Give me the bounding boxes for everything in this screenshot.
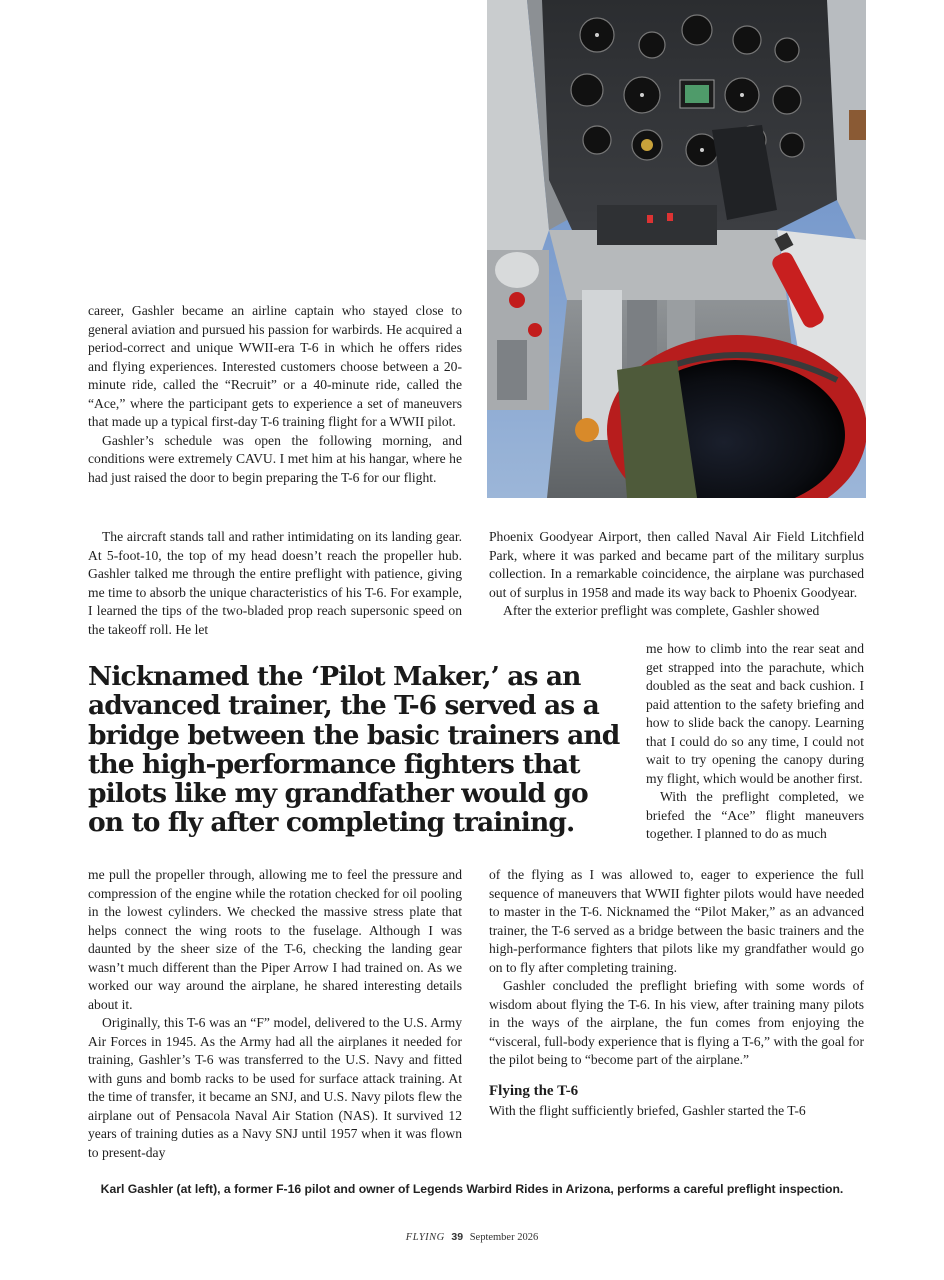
photo-caption: Karl Gashler (at left), a former F-16 pilot and owner of Legends Warbird Rides in Arizona, performs a careful preflight inspection. bbox=[100, 1182, 844, 1196]
body-column-mid-right bbox=[489, 528, 864, 621]
body-column-mid-left bbox=[88, 528, 462, 639]
paragraph: Phoenix Goodyear Airport, then called Naval Air Field Litchfield Park, where it was parked and became part of the military surplus collection. In a remarkable coincidence, the airplane was purchased out of surplus in 1958 and made its way back to Phoenix Goodyear. bbox=[489, 529, 864, 600]
paragraph: me pull the propeller through, allowing me to feel the pressure and compression of the engine while the rotation checked for oil pooling in the lowest cylinders. We checked the massive stress plate that helps connect the wing roots to the fuselage. Although I was daunted by the sheer size of the T-6, checking the landing gear wasn’t much different than the Piper Arrow I had trained on. As we worked our way around the airplane, he shared interesting details about it. bbox=[88, 867, 462, 1012]
page-number: 39 bbox=[451, 1231, 464, 1243]
paragraph: career, Gashler became an airline captain who stayed close to general aviation and pursued his passion for warbirds. He acquired a period-correct and unique WWII-era T-6 in which he offers rides and flying experiences. Interested customers choose between a 20-minute ride, called the “Recruit” or a 40-minute ride, called the “Ace,” where the participant gets to experience a set of maneuvers that made up a typical first-day T-6 training flight for a WWII pilot. bbox=[88, 303, 462, 429]
paragraph: The aircraft stands tall and rather intimidating on its landing gear. At 5-foot-10, the top of my head doesn’t reach the propeller hub. Gashler talked me through the entire preflight with patience, giving me time to absorb the unique characteristics of his T-6. For example, I learned the tips of the two-bladed prop reach supersonic speed on the takeoff roll. He let bbox=[88, 529, 462, 637]
page-footer bbox=[0, 1231, 944, 1243]
paragraph: After the exterior preflight was complete, Gashler showed bbox=[503, 603, 820, 618]
paragraph: of the flying as I was allowed to, eager to experience the full sequence of maneuvers that WWII fighter pilots would have needed to master in the T-6. Nicknamed the “Pilot Maker,” as an advanced trainer, the T-6 served as a bridge between the basic trainers and the high-performance fighters that pilots like my grandfather would go on to fly after completing training. bbox=[489, 867, 864, 975]
section-subhead: Flying the T-6 bbox=[489, 1082, 579, 1099]
paragraph: Originally, this T-6 was an “F” model, delivered to the U.S. Army Air Forces in 1945. As the Army had all the airplanes it needed for training, Gashler’s T-6 was transferred to the U.S. Navy and fitted with guns and bomb racks to be used for surface attack training. At the time of transfer, it became an SNJ, and U.S. Navy pilots flew the airplane out of Pensacola Naval Air Station (NAS). It survived 12 years of training duties as a Navy SNJ until 1957 when it was flown to present-day bbox=[88, 1015, 462, 1160]
paragraph: With the flight sufficiently briefed, Gashler started the T-6 bbox=[489, 1103, 806, 1118]
issue-date: September 2026 bbox=[469, 1232, 539, 1243]
body-column-bottom-left bbox=[88, 866, 462, 1162]
paragraph: Gashler’s schedule was open the following morning, and conditions were extremely CAVU. I met him at his hangar, where he had just raised the door to begin preparing the T-6 for our flight. bbox=[88, 432, 462, 485]
body-column-top-left bbox=[88, 302, 462, 487]
paragraph: With the preflight completed, we briefed the “Ace” flight maneuvers together. I planned to do as much bbox=[646, 789, 864, 841]
magazine-name: FLYING bbox=[405, 1232, 445, 1243]
body-column-wrap bbox=[646, 640, 864, 844]
cockpit-photo bbox=[487, 0, 866, 498]
paragraph: me how to climb into the rear seat and get strapped into the parachute, which doubled as the seat and back cushion. I paid attention to the safety briefing and how to slide back the canopy. Learning that I could do so any time, I could not wait to try opening the canopy during my flight, which would be another first. bbox=[646, 641, 864, 786]
paragraph: Gashler concluded the preflight briefing with some words of wisdom about flying the T-6. In his view, after training many pilots in the ways of the airplane, the fun comes from enjoying the “visceral, full-body experience that is flying a T-6,” with the goal for the pilot being to “become part of the airplane.” bbox=[489, 978, 864, 1067]
pull-quote: Nicknamed the ‘Pilot Maker,’ as an advanced trainer, the T-6 served as a bridge between the basic trainers and the high-performance fighters that pilots like my grandfather would go on to fly after completing training. bbox=[88, 661, 620, 839]
body-column-bottom-right bbox=[489, 866, 864, 1121]
